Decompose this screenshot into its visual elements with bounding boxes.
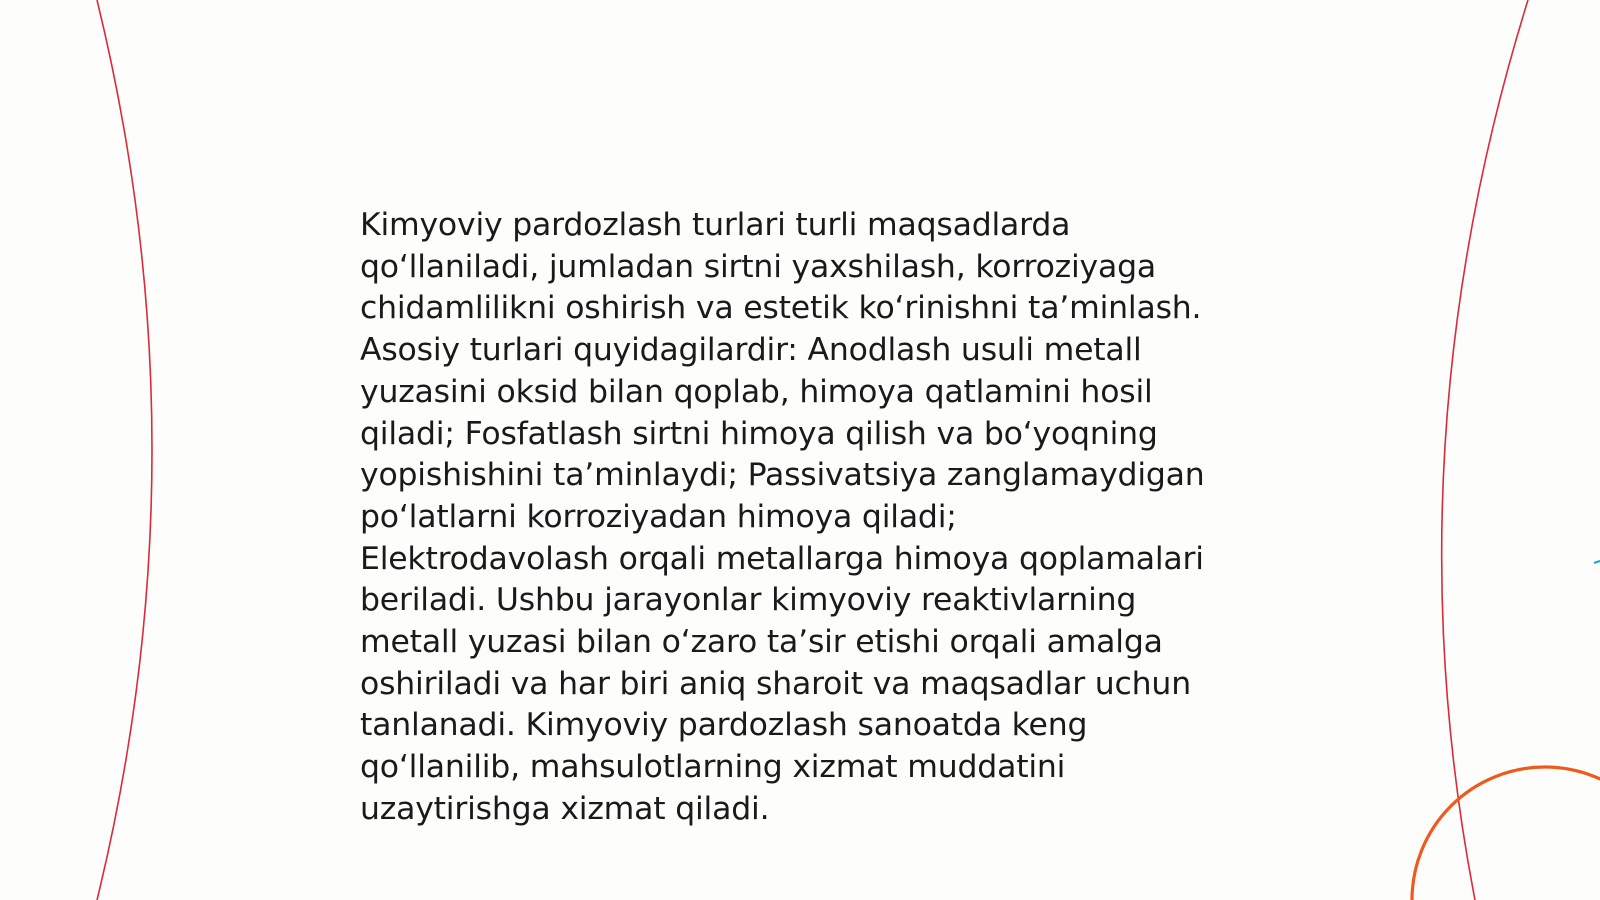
orange-arc [1412,767,1600,900]
body-line: chidamlilikni oshirish va estetik ko‘rinishni ta’minlash. [360,290,1202,327]
body-line: oshiriladi va har biri aniq sharoit va maqsadlar uchun [360,665,1191,702]
body-line: qo‘llaniladi, jumladan sirtni yaxshilash, korroziyaga [360,248,1156,285]
body-line: Elektrodavolash orqali metallarga himoya qoplamalari [360,540,1204,577]
body-line: po‘latlarni korroziyadan himoya qiladi; [360,498,957,535]
right-curve-line [1442,0,1528,900]
body-line: tanlanadi. Kimyoviy pardozlash sanoatda keng [360,707,1088,744]
body-line: yopishishini ta’minlaydi; Passivatsiya zanglamaydigan [360,457,1205,494]
body-line: beriladi. Ushbu jarayonlar kimyoviy reaktivlarning [360,582,1137,619]
body-line: qiladi; Fosfatlash sirtni himoya qilish va bo‘yoqning [360,415,1158,452]
slide-body-text [360,205,1260,831]
body-line: uzaytirishga xizmat qiladi. [360,790,770,827]
left-curve-line [97,0,152,900]
body-line: yuzasini oksid bilan qoplab, himoya qatlamini hosil [360,373,1153,410]
teal-accent-mark [1594,561,1600,563]
body-line: Asosiy turlari quyidagilardir: Anodlash usuli metall [360,332,1142,369]
body-line: metall yuzasi bilan o‘zaro ta’sir etishi orqali amalga [360,624,1163,661]
body-line: Kimyoviy pardozlash turlari turli maqsadlarda [360,207,1071,243]
body-line: qo‘llanilib, mahsulotlarning xizmat muddatini [360,749,1066,786]
